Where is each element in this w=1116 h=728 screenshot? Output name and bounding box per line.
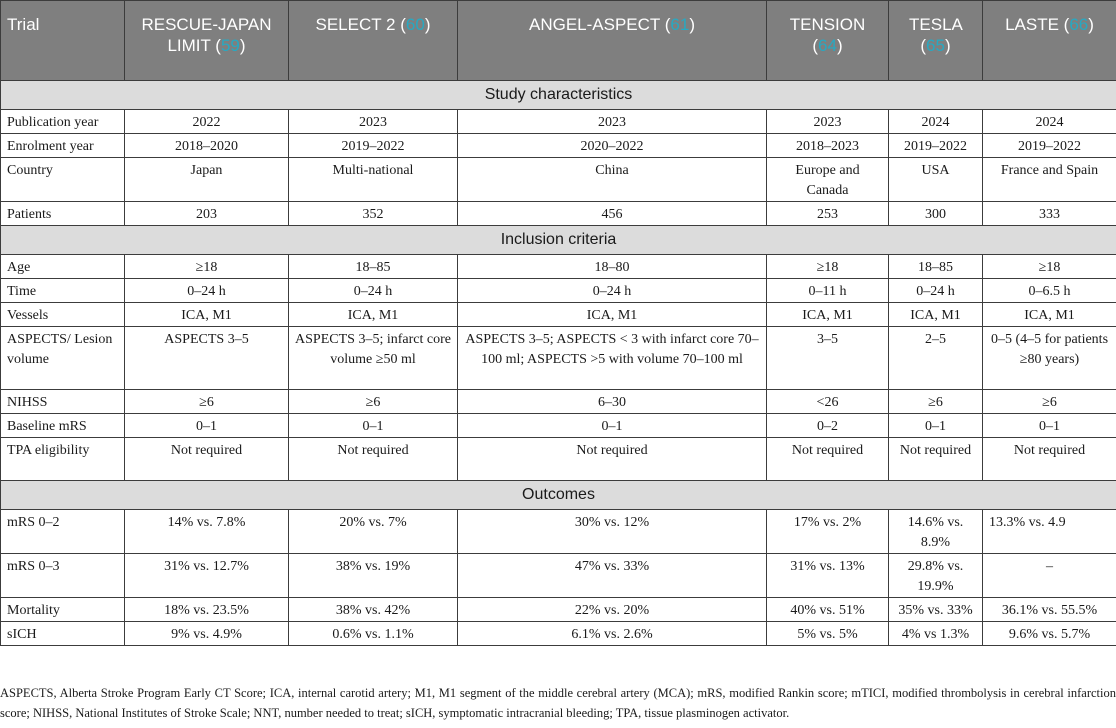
table-row: [1, 202, 1116, 226]
table-cell: 31% vs. 13%: [767, 554, 889, 598]
table-cell: 13.3% vs. 4.9: [983, 510, 1116, 554]
row-label: sICH: [1, 622, 125, 646]
table-cell: 5% vs. 5%: [767, 622, 889, 646]
table-row: [1, 110, 1116, 134]
header-trial-name: TENSION (64): [767, 1, 889, 81]
table-cell: 2–5: [889, 327, 983, 390]
table-cell: 31% vs. 12.7%: [125, 554, 289, 598]
header-trial-name: TESLA (65): [889, 1, 983, 81]
table-cell: ≥6: [289, 390, 458, 414]
table-cell: ASPECTS 3–5; ASPECTS < 3 with infarct core 70–100 ml; ASPECTS >5 with volume 70–100 ml: [458, 327, 767, 390]
table-cell: 0–1: [889, 414, 983, 438]
table-cell: 0–24 h: [889, 279, 983, 303]
table-row: [1, 414, 1116, 438]
row-label: Time: [1, 279, 125, 303]
table-row: [1, 303, 1116, 327]
table-cell: France and Spain: [983, 158, 1116, 202]
header-trial-name: ANGEL-ASPECT (61): [458, 1, 767, 81]
header-trial-name: LASTE (66): [983, 1, 1116, 81]
row-label: NIHSS: [1, 390, 125, 414]
table-cell: 2019–2022: [983, 134, 1116, 158]
table-row: [1, 327, 1116, 390]
table-cell: 9% vs. 4.9%: [125, 622, 289, 646]
table-cell: ASPECTS 3–5: [125, 327, 289, 390]
table-cell: ≥18: [125, 255, 289, 279]
table-cell: 0–1: [289, 414, 458, 438]
table-cell: ≥18: [767, 255, 889, 279]
table-row: [1, 438, 1116, 481]
section-title: Study characteristics: [1, 81, 1116, 110]
table-cell: ≥18: [983, 255, 1116, 279]
table-cell: 29.8% vs. 19.9%: [889, 554, 983, 598]
table-cell: 6.1% vs. 2.6%: [458, 622, 767, 646]
reference-link[interactable]: 60: [405, 15, 425, 34]
table-cell: 38% vs. 19%: [289, 554, 458, 598]
table-cell: 253: [767, 202, 889, 226]
table-cell: China: [458, 158, 767, 202]
table-cell: 18% vs. 23.5%: [125, 598, 289, 622]
table-cell: 35% vs. 33%: [889, 598, 983, 622]
table-cell: ASPECTS 3–5; infarct core volume ≥50 ml: [289, 327, 458, 390]
table-row: [1, 134, 1116, 158]
table-cell: 2024: [983, 110, 1116, 134]
table-cell: ≥6: [983, 390, 1116, 414]
table-row: [1, 510, 1116, 554]
row-label: TPA eligibility: [1, 438, 125, 481]
table-cell: 352: [289, 202, 458, 226]
table-cell: 203: [125, 202, 289, 226]
table-cell: 2024: [889, 110, 983, 134]
table-cell: Japan: [125, 158, 289, 202]
table-cell: 9.6% vs. 5.7%: [983, 622, 1116, 646]
section-title: Outcomes: [1, 481, 1116, 510]
table-cell: Multi-national: [289, 158, 458, 202]
table-cell: 2019–2022: [289, 134, 458, 158]
table-cell: <26: [767, 390, 889, 414]
reference-link[interactable]: 61: [670, 15, 690, 34]
table-cell: ICA, M1: [767, 303, 889, 327]
table-cell: 14% vs. 7.8%: [125, 510, 289, 554]
row-label: Country: [1, 158, 125, 202]
reference-link[interactable]: 64: [818, 36, 837, 55]
table-cell: ≥6: [889, 390, 983, 414]
table-cell: ICA, M1: [125, 303, 289, 327]
table-cell: 3–5: [767, 327, 889, 390]
table-footnote: ASPECTS, Alberta Stroke Program Early CT Score; ICA, internal carotid artery; M1, M1 segment of the middle cerebral artery (MCA); mRS, modified Rankin score; mTICI, modified thrombolysis in cerebral infarction score; NIHSS, National Institutes of Stroke Scale; NNT, number needed to treat; sICH, symptomatic intracranial bleeding; TPA, tissue plasminogen activator.: [0, 686, 1116, 720]
row-label: Vessels: [1, 303, 125, 327]
table-cell: 6–30: [458, 390, 767, 414]
table-cell: 456: [458, 202, 767, 226]
row-label: Enrolment year: [1, 134, 125, 158]
table-cell: 0–2: [767, 414, 889, 438]
table-cell: 2019–2022: [889, 134, 983, 158]
table-cell: ICA, M1: [458, 303, 767, 327]
section-row: [1, 481, 1116, 510]
table-cell: –: [983, 554, 1116, 598]
row-label: Baseline mRS: [1, 414, 125, 438]
row-label: Patients: [1, 202, 125, 226]
table-cell: 333: [983, 202, 1116, 226]
reference-link[interactable]: 65: [926, 36, 945, 55]
table-cell: 18–85: [289, 255, 458, 279]
table-cell: Not required: [983, 438, 1116, 481]
table-cell: 14.6% vs. 8.9%: [889, 510, 983, 554]
table-cell: 0.6% vs. 1.1%: [289, 622, 458, 646]
table-cell: 17% vs. 2%: [767, 510, 889, 554]
table-cell: 0–1: [458, 414, 767, 438]
table-cell: Not required: [889, 438, 983, 481]
table-cell: Europe and Canada: [767, 158, 889, 202]
table-row: [1, 622, 1116, 646]
table-cell: 18–85: [889, 255, 983, 279]
table-cell: ≥6: [125, 390, 289, 414]
table-cell: 36.1% vs. 55.5%: [983, 598, 1116, 622]
table-cell: Not required: [767, 438, 889, 481]
table-cell: 2020–2022: [458, 134, 767, 158]
table-cell: 47% vs. 33%: [458, 554, 767, 598]
table-row: [1, 554, 1116, 598]
table-cell: ICA, M1: [983, 303, 1116, 327]
table-cell: 0–24 h: [289, 279, 458, 303]
row-label: mRS 0–3: [1, 554, 125, 598]
table-cell: 38% vs. 42%: [289, 598, 458, 622]
section-row: [1, 81, 1116, 110]
reference-link[interactable]: 66: [1069, 15, 1089, 34]
table-cell: 20% vs. 7%: [289, 510, 458, 554]
section-title: Inclusion criteria: [1, 226, 1116, 255]
row-label: mRS 0–2: [1, 510, 125, 554]
reference-link[interactable]: 59: [220, 36, 240, 55]
table-cell: 30% vs. 12%: [458, 510, 767, 554]
table-row: [1, 598, 1116, 622]
table-cell: 0–1: [983, 414, 1116, 438]
row-label: Publication year: [1, 110, 125, 134]
header-trial-name: SELECT 2 (60): [289, 1, 458, 81]
table-cell: 300: [889, 202, 983, 226]
header-row: [1, 1, 1116, 81]
table-cell: Not required: [125, 438, 289, 481]
table-cell: 2018–2020: [125, 134, 289, 158]
table-cell: 0–6.5 h: [983, 279, 1116, 303]
row-label: Age: [1, 255, 125, 279]
table-cell: 2023: [767, 110, 889, 134]
table-row: [1, 279, 1116, 303]
table-row: [1, 158, 1116, 202]
table-cell: 2022: [125, 110, 289, 134]
table-cell: 0–24 h: [458, 279, 767, 303]
table-cell: Not required: [289, 438, 458, 481]
header-trial-name: RESCUE-JAPAN LIMIT (59): [125, 1, 289, 81]
row-label: Mortality: [1, 598, 125, 622]
table-cell: 2023: [458, 110, 767, 134]
table-cell: 0–24 h: [125, 279, 289, 303]
table-cell: ICA, M1: [889, 303, 983, 327]
table-cell: 0–11 h: [767, 279, 889, 303]
table-cell: 2023: [289, 110, 458, 134]
table-cell: 22% vs. 20%: [458, 598, 767, 622]
table-cell: 0–1: [125, 414, 289, 438]
table-cell: 4% vs 1.3%: [889, 622, 983, 646]
table-cell: ICA, M1: [289, 303, 458, 327]
table-cell: 0–5 (4–5 for patients ≥80 years): [983, 327, 1116, 390]
section-row: [1, 226, 1116, 255]
header-trial: Trial: [1, 1, 125, 81]
table-row: [1, 255, 1116, 279]
table-cell: Not required: [458, 438, 767, 481]
table-row: [1, 390, 1116, 414]
table-cell: 40% vs. 51%: [767, 598, 889, 622]
table-cell: USA: [889, 158, 983, 202]
row-label: ASPECTS/ Lesion volume: [1, 327, 125, 390]
table-cell: 2018–2023: [767, 134, 889, 158]
table-cell: 18–80: [458, 255, 767, 279]
